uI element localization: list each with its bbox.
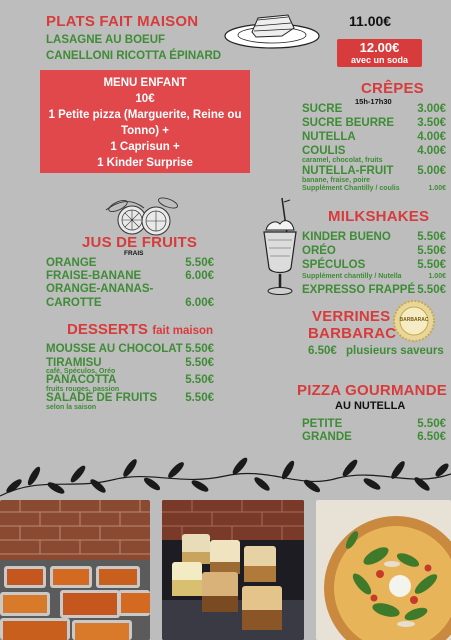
menu-enfant-line: 1 Caprisun + [110,141,180,153]
item-price: 5.00€ [417,165,446,177]
item-price: 6.50€ [417,431,446,443]
item-price: 4.00€ [417,145,446,157]
pizza-gourmande-title: PIZZA GOURMANDE [297,382,447,399]
verrines-price: 6.50€ [308,345,337,357]
item-note: fruits rouges, passion [46,386,120,393]
verrines-price-row [308,345,444,357]
item-name: ORANGE [46,257,97,269]
jus-subtitle: FRAIS [124,250,144,257]
soda-price: 12.00€ [359,40,400,55]
item-note: café, Spéculos, Oréo [46,368,116,375]
list-item [302,259,446,271]
list-item [46,283,214,295]
item-name: CAROTTE [46,297,102,309]
list-item [302,131,446,143]
desserts-verrines-photo [162,500,304,640]
supplement-price: 1.00€ [428,273,446,280]
plats-item-lasagne: LASAGNE AU BOEUF [46,34,166,46]
badge-text: BARBARAC [399,317,429,323]
item-name: SALADE DE FRUITS [46,392,158,404]
list-item [302,245,446,257]
soda-price-badge [337,39,422,67]
item-note: banane, fraise, poire [302,177,371,184]
supplement-row [302,273,446,280]
floral-border-icon [0,456,451,502]
item-name: COULIS [302,145,346,157]
menu-enfant-price: 10€ [135,93,155,105]
menu-enfant-line: 1 Petite pizza (Marguerite, Reine ou [48,109,242,121]
citrus-fruits-icon [104,194,184,238]
verrines-title-2: BARBARAC [308,325,397,342]
pizza-gourmande-subtitle: AU NUTELLA [335,400,406,412]
item-price: 5.50€ [417,259,446,271]
supplement-label: Supplément Chantilly / coulis [302,185,400,192]
item-name: NUTELLA [302,131,356,143]
item-name: MOUSSE AU CHOCOLAT [46,343,183,355]
item-name: GRANDE [302,431,352,443]
item-name: SUCRE [302,103,343,115]
verrines-label: plusieurs saveurs [345,345,444,357]
menu-enfant-title: MENU ENFANT [103,77,187,89]
menu-enfant-box [40,70,250,173]
item-price: 5.50€ [185,392,214,404]
item-price: 5.50€ [185,257,214,269]
milkshakes-title: MILKSHAKES [328,208,430,225]
list-item [302,117,446,129]
item-name: PANACOTTA [46,374,117,386]
item-note: caramel, chocolat, fruits [302,157,383,164]
lasagna-plate-icon [222,8,322,50]
item-name: EXPRESSO FRAPPÉ [302,284,416,296]
list-item [46,392,214,404]
item-price: 3.00€ [417,103,446,115]
item-price: 6.00€ [185,270,214,282]
item-price: 5.50€ [185,374,214,386]
menu-enfant-line: Tonno) + [120,125,169,137]
item-name: NUTELLA-FRUIT [302,165,394,177]
item-name: PETITE [302,418,343,430]
list-item [46,257,214,269]
list-item [302,418,446,430]
item-price: 5.50€ [185,357,214,369]
list-item [46,374,214,386]
verrines-title: VERRINES [312,308,391,325]
item-price: 5.50€ [417,284,446,296]
plats-title: PLATS FAIT MAISON [46,13,199,30]
list-item [46,270,214,282]
item-name: ORANGE-ANANAS- [46,283,154,295]
menu-enfant-line: 1 Kinder Surprise [97,157,193,169]
jus-title: JUS DE FRUITS [82,234,198,251]
barbarac-badge-icon [393,300,435,342]
list-item [302,231,446,243]
crepes-title: CRÊPES [361,80,424,97]
item-price: 5.50€ [185,343,214,355]
plats-price: 11.00€ [349,13,392,29]
desserts-title: DESSERTS [67,321,148,338]
item-name: FRAISE-BANANE [46,270,142,282]
supplement-price: 1.00€ [428,185,446,192]
item-price: 5.50€ [417,418,446,430]
lasagna-trays-photo [0,500,150,640]
list-item [302,103,446,115]
list-item [46,297,214,309]
supplement-row [302,185,446,192]
pizza-photo [316,500,451,640]
item-price: 5.50€ [417,231,446,243]
list-item [302,165,446,177]
item-name: ORÉO [302,245,336,257]
soda-label: avec un soda [350,55,409,65]
list-item [302,145,446,157]
item-name: KINDER BUENO [302,231,391,243]
list-item [46,343,214,355]
desserts-title-block [67,321,213,339]
list-item [302,431,446,443]
item-price: 3.50€ [417,117,446,129]
item-name: TIRAMISU [46,357,102,369]
item-note: selon la saison [46,404,97,411]
crepes-hours: 15h-17h30 [355,97,392,106]
item-name: SPÉCULOS [302,259,366,271]
plats-item-canelloni: CANELLONI RICOTTA ÉPINARD [46,50,222,62]
supplement-label: Supplément chantilly / Nutella [302,273,402,280]
item-price: 4.00€ [417,131,446,143]
milkshake-glass-icon [258,194,302,298]
item-price: 5.50€ [417,245,446,257]
list-item [302,284,446,296]
desserts-title-suffix: fait maison [152,325,214,337]
item-name: SUCRE BEURRE [302,117,395,129]
item-price: 6.00€ [185,297,214,309]
